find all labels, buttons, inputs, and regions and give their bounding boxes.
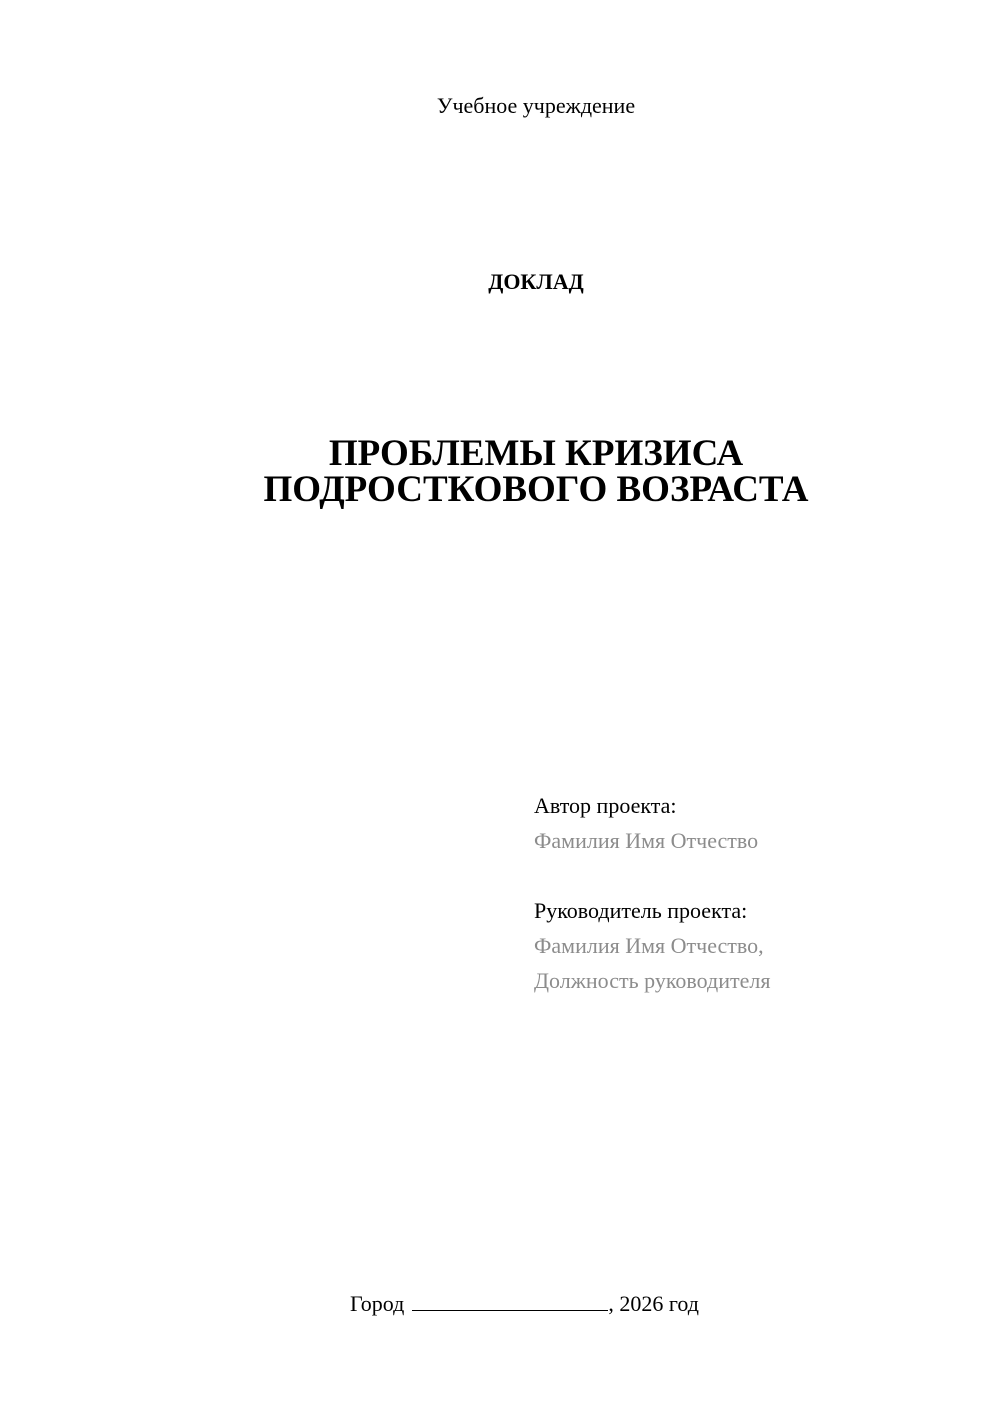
document-type: ДОКЛАД xyxy=(488,269,584,294)
institution-name: Учебное учреждение xyxy=(436,93,636,118)
title-line-2: ПОДРОСТКОВОГО ВОЗРАСТА xyxy=(263,469,809,510)
city-label: Город xyxy=(350,1291,405,1316)
city-blank-line xyxy=(412,1292,608,1311)
document-title xyxy=(0,433,1000,510)
year-text: , 2026 год xyxy=(608,1291,699,1316)
credits-spacer xyxy=(534,858,974,893)
city-year-line xyxy=(350,1290,950,1318)
supervisor-position: Должность руководителя xyxy=(534,968,771,993)
supervisor-name: Фамилия Имя Отчество, xyxy=(534,933,764,958)
author-label: Автор проекта: xyxy=(534,793,677,818)
credits-block xyxy=(534,788,974,998)
author-name: Фамилия Имя Отчество xyxy=(534,828,759,853)
supervisor-label: Руководитель проекта: xyxy=(534,898,748,923)
title-line-1: ПРОБЛЕМЫ КРИЗИСА xyxy=(328,433,744,474)
